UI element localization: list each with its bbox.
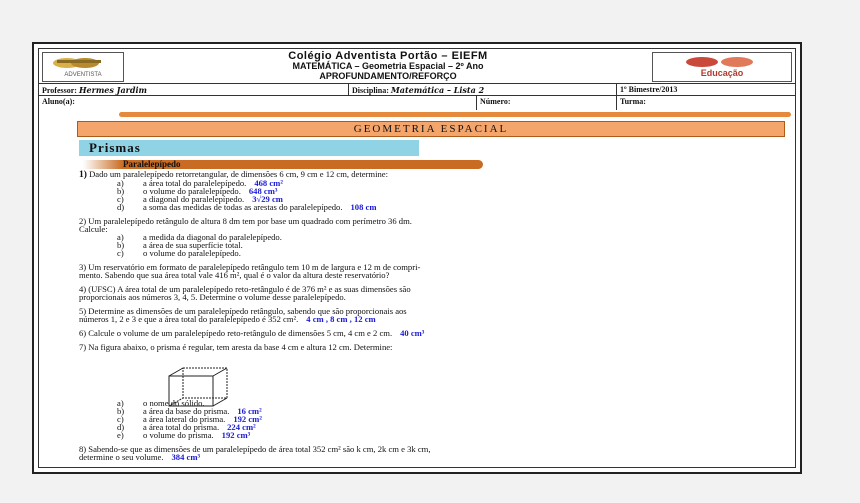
section-banner: GEOMETRIA ESPACIAL (77, 121, 785, 137)
list-item: c) a diagonal do paralelepípedo. 3√29 cm (117, 194, 283, 204)
school-logo-left (42, 52, 124, 82)
question-1: 1) Dado um paralelepípedo retorretangular, de dimensões 6 cm, 9 cm e 12 cm, determine: a) a área total do paralelepípedo. 468 cm² b) o volume do paralelepípedo. 648 cm³ c) a diagonal do paralelepípedo. 3√29 cm d) a soma das medidas de todas as arestas do paralelepípedo. 108 cm (79, 170, 785, 211)
answer: 40 cm³ (400, 328, 425, 338)
answer: 384 cm³ (171, 452, 201, 462)
list-item: e) o volume do prisma. 192 cm³ (117, 430, 251, 440)
question-5: 5) Determine as dimensões de um paralelepípedo retângulo, sabendo que são proporcionais aos números 1, 2 e 3 e que a área total do paralelepípedo é 352 cm². 4 cm , 8 cm , 12 cm (79, 306, 407, 324)
list-item: a) o nome do sólido. (117, 398, 205, 408)
school-logo-right (652, 52, 792, 82)
list-item: b) a área da base do prisma. 16 cm² (117, 406, 262, 416)
answer: 192 cm³ (221, 430, 251, 440)
turma-field[interactable]: Turma: (620, 97, 646, 106)
section-title: Prismas (79, 140, 419, 156)
question-6: 6) Calcule o volume de um paralelepípedo reto-retângulo de dimensões 5 cm, 4 cm e 2 cm. 40 cm³ (79, 328, 425, 338)
question-4: 4) (UFSC) A área total de um paralelepípedo reto-retângulo é de 376 m² e as suas dimensões são proporcionais aos números 3, 4, 5. Determine o volume desse paralelepípedo. (79, 284, 411, 302)
education-logo-icon (662, 55, 782, 79)
decorative-strip (119, 112, 791, 117)
professor-name: Hermes Jardim (78, 85, 147, 95)
aluno-field[interactable]: Aluno(a): (39, 96, 477, 110)
list-item: d) a área total do prisma. 224 cm² (117, 422, 256, 432)
student-row (39, 95, 795, 110)
svg-text:Educação: Educação (700, 68, 744, 78)
subject-line: MATEMÁTICA – Geometria Espacial – 2º Ano (292, 61, 484, 71)
header (39, 49, 795, 109)
list-item: c) a área lateral do prisma. 192 cm² (117, 414, 262, 424)
questions-list (79, 170, 785, 461)
subsection-title: Paralelepípedo (83, 160, 483, 169)
list-item: b) o volume do paralelepípedo. 648 cm³ (117, 186, 278, 196)
question-2: 2) Um paralelepípedo retângulo de altura 8 dm tem por base um quadrado com perímetro 36 dm. Calcule: a) a medida da diagonal do paralelepípedo. b) a área de sua superfície total. c) o volume do paralelepípedo. (79, 217, 785, 257)
svg-text:ADVENTISTA: ADVENTISTA (64, 72, 102, 78)
answer: 16 cm² (237, 406, 262, 416)
professor-cell: Professor: Hermes Jardim (39, 84, 349, 96)
header-titles (127, 51, 649, 81)
answer: 4 cm , 8 cm , 12 cm (306, 314, 376, 324)
question-8: 8) Sabendo-se que as dimensões de um paralelepípedo de área total 352 cm² são k cm, 2k cm e 3k cm, determine o seu volume. 384 cm³ (79, 444, 431, 462)
question-3: 3) Um reservatório em formato de paralelepípedo retângulo tem 10 m de largura e 12 m de compri- mento. Sabendo que sua área total vale 416 m², qual é o valor da altura deste reservatório? (79, 262, 421, 280)
disciplina-value: Matemática – Lista 2 (390, 85, 485, 95)
page-frame (38, 48, 796, 468)
answer: 108 cm (350, 202, 377, 212)
list-item: b) a área de sua superfície total. (117, 240, 243, 250)
list-item: a) a área total do paralelepípedo. 468 cm² (117, 178, 283, 188)
bimestre-cell: 1º Bimestre/2013 (620, 85, 678, 94)
answer: 468 cm² (254, 178, 283, 188)
school-name: Colégio Adventista Portão – EIEFM (288, 50, 488, 62)
prism-figure-icon (165, 366, 235, 408)
numero-field[interactable]: Número: (477, 96, 617, 110)
worksheet-page (32, 42, 802, 474)
answer: 648 cm³ (248, 186, 278, 196)
list-item: d) a soma das medidas de todas as arestas do paralelepípedo. 108 cm (117, 202, 377, 212)
topic-line: APROFUNDAMENTO/REFORÇO (319, 71, 457, 81)
adventista-logo-icon (45, 55, 121, 79)
question-7: 7) Na figura abaixo, o prisma é regular, tem aresta da base 4 cm e altura 12 cm. Determine: a) o nome do sólido. b) a área da base do prisma. 16 cm² c) a área lateral do prisma. 192 cm² d) a área total do prisma. 224 cm² e) o volume do prisma. 192 cm³ (79, 343, 785, 439)
disciplina-cell: Disciplina: Matemática – Lista 2 (349, 84, 617, 96)
list-item: c) o volume do paralelepípedo. (117, 248, 241, 258)
answer: 192 cm² (233, 414, 262, 424)
list-item: a) a medida da diagonal do paralelepípedo. (117, 232, 282, 242)
answer: 3√29 cm (252, 194, 283, 204)
answer: 224 cm² (227, 422, 256, 432)
